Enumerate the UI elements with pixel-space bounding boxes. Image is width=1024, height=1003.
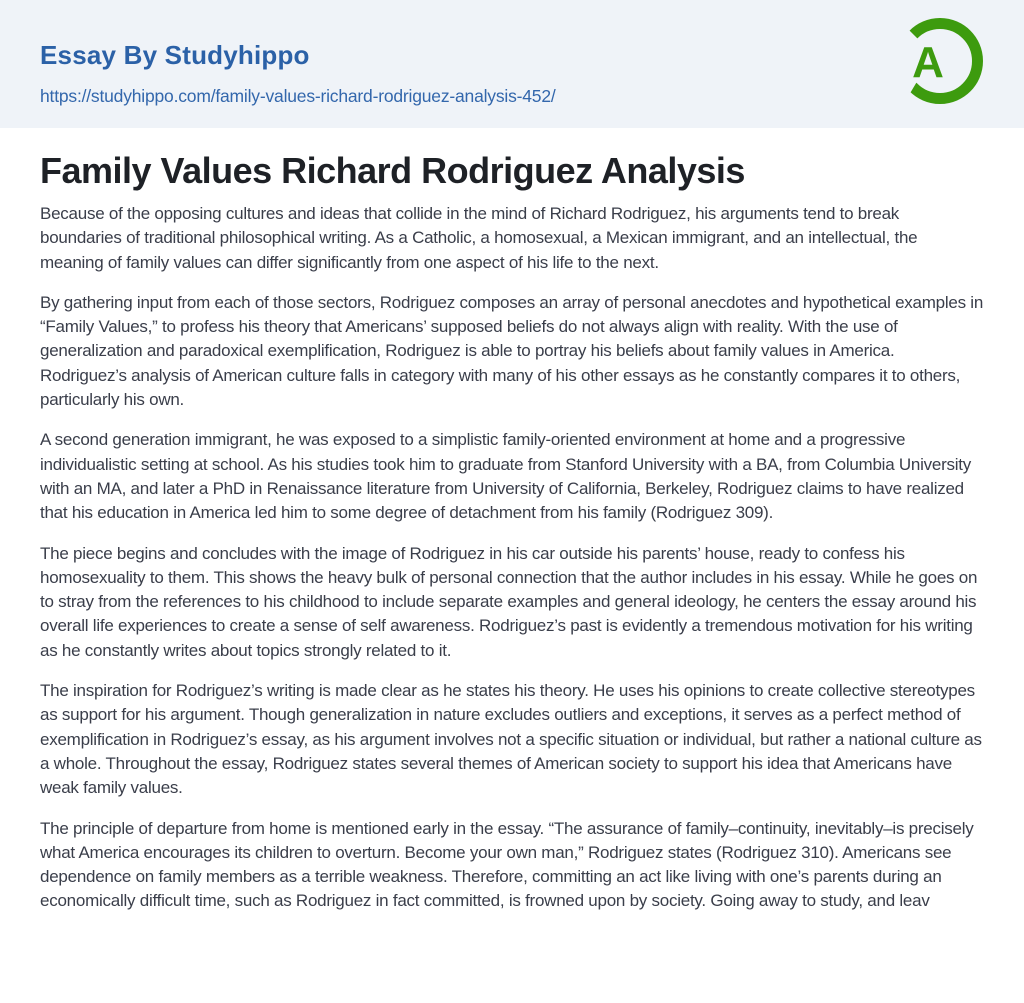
page-url-link[interactable]: https://studyhippo.com/family-values-richard-rodriguez-analysis-452/ xyxy=(40,86,556,106)
studyhippo-logo-icon xyxy=(894,15,986,107)
article-content xyxy=(0,128,1024,914)
article-paragraph: The principle of departure from home is mentioned early in the essay. “The assurance of family–continuity, inevitably–is precisely what America encourages its children to overturn. Become your own man,” Rodriguez states (Rodriguez 310). Americans see dependence on family members as a terrible weakness. Therefore, committing an act like living with one’s parents during an economically difficult time, such as Rodriguez in fact committed, is frowned upon by society. Going away to study, and leav xyxy=(40,818,974,911)
article-paragraph: The piece begins and concludes with the image of Rodriguez in his car outside his parents’ house, ready to confess his homosexuality to them. This shows the heavy bulk of personal connection that the author includes in his essay. While he goes on to stray from the references to his childhood to include separate examples and general ideology, he centers the essay around his overall life experiences to create a sense of self awareness. Rodriguez’s past is evidently a tremendous motivation for his writing as he constantly writes about topics strongly related to it. xyxy=(40,543,978,660)
article-title: Family Values Richard Rodriguez Analysis xyxy=(40,150,745,191)
page-header xyxy=(0,0,1024,128)
article-paragraph: Because of the opposing cultures and ideas that collide in the mind of Richard Rodriguez, his arguments tend to break boundaries of traditional philosophical writing. As a Catholic, a homosexual, a Mexican immigrant, and an intellectual, the meaning of family values can differ significantly from one aspect of his life to the next. xyxy=(40,204,918,272)
article-paragraph: The inspiration for Rodriguez’s writing is made clear as he states his theory. He uses his opinions to create collective stereotypes as support for his argument. Though generalization in nature excludes outliers and exceptions, it serves as a perfect method of exemplification in Rodriguez’s essay, as his argument involves not a specific situation or individual, but rather a national culture as a whole. Throughout the essay, Rodriguez states several themes of American society to support his idea that Americans have weak family values. xyxy=(40,681,982,798)
site-title: Essay By Studyhippo xyxy=(40,40,310,70)
article-paragraph: By gathering input from each of those sectors, Rodriguez composes an array of personal anecdotes and hypothetical examples in “Family Values,” to profess his theory that Americans’ supposed beliefs do not always align with reality. With the use of generalization and paradoxical exemplification, Rodriguez is able to portray his beliefs about family values in America. Rodriguez’s analysis of American culture falls in category with many of his other essays as he constantly compares it to others, particularly his own. xyxy=(40,292,984,410)
article-paragraph: A second generation immigrant, he was exposed to a simplistic family-oriented environment at home and a progressive individualistic setting at school. As his studies took him to graduate from Stanford University with a BA, from Columbia University with an MA, and later a PhD in Renaissance literature from University of California, Berkeley, Rodriguez claims to have realized that his education in America led him to some degree of detachment from his family (Rodriguez 309). xyxy=(40,430,971,523)
logo-letter: A xyxy=(912,38,944,87)
